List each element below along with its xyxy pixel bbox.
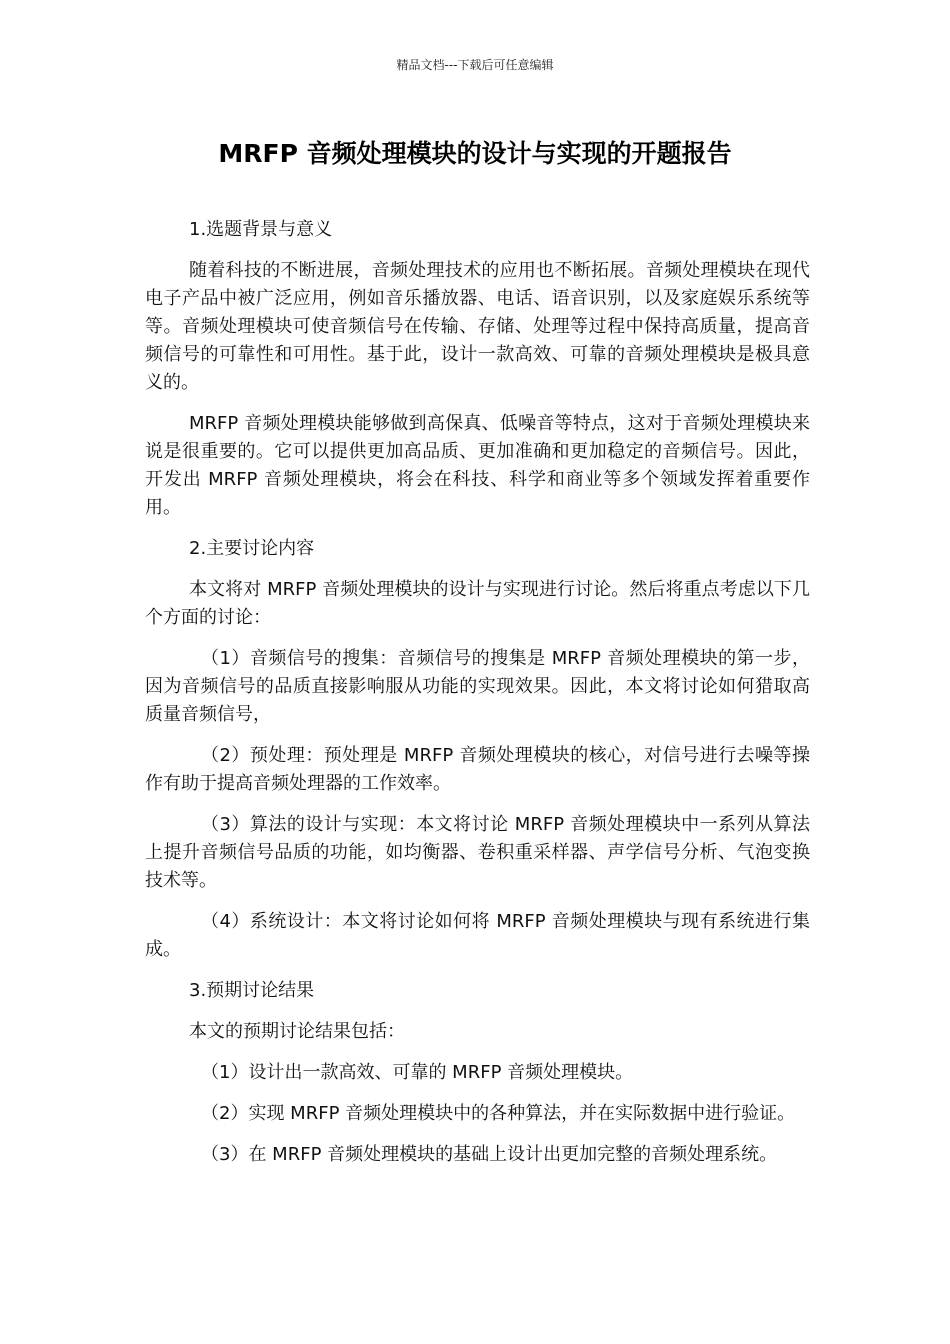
section-3-intro: 本文的预期讨论结果包括： [189, 1021, 405, 1042]
section-2-heading: 2.主要讨论内容 [189, 538, 315, 559]
section-3-item: （3）在 MRFP 音频处理模块的基础上设计出更加完整的音频处理系统。 [201, 1144, 778, 1165]
document-title: MRFP 音频处理模块的设计与实现的开题报告 [218, 139, 732, 168]
document-body [145, 216, 810, 1182]
section-2-intro: 本文将对 MRFP 音频处理模块的设计与实现进行讨论。然后将重点考虑以下几个方面的讨论： [145, 579, 810, 628]
section-3-item: （2）实现 MRFP 音频处理模块中的各种算法，并在实际数据中进行验证。 [201, 1103, 796, 1124]
section-2-item: （1）音频信号的搜集：音频信号的搜集是 MRFP 音频处理模块的第一步，因为音频信号的品质直接影响服从功能的实现效果。因此，本文将讨论如何猎取高质量音频信号， [145, 648, 810, 725]
section-1-paragraph-2: MRFP 音频处理模块能够做到高保真、低噪音等特点，这对于音频处理模块来说是很重要的。它可以提供更加高品质、更加准确和更加稳定的音频信号。因此，开发出 MRFP 音频处理模块，将会在科技、科学和商业等多个领域发挥着重要作用。 [145, 413, 810, 518]
section-2-item: （3）算法的设计与实现：本文将讨论 MRFP 音频处理模块中一系列从算法上提升音频信号品质的功能，如均衡器、卷积重采样器、声学信号分析、气泡变换技术等。 [145, 814, 810, 891]
section-3-heading: 3.预期讨论结果 [189, 980, 315, 1001]
section-2-item: （4）系统设计：本文将讨论如何将 MRFP 音频处理模块与现有系统进行集成。 [145, 911, 810, 960]
header-note: 精品文档---下载后可任意编辑 [396, 58, 554, 72]
section-1-heading: 1.选题背景与意义 [189, 219, 333, 240]
section-2-item: （2）预处理：预处理是 MRFP 音频处理模块的核心，对信号进行去噪等操作有助于提高音频处理器的工作效率。 [145, 745, 810, 794]
section-3-item: （1）设计出一款高效、可靠的 MRFP 音频处理模块。 [201, 1062, 634, 1083]
section-1-paragraph-1: 随着科技的不断进展，音频处理技术的应用也不断拓展。音频处理模块在现代电子产品中被广泛应用，例如音乐播放器、电话、语音识别，以及家庭娱乐系统等等。音频处理模块可使音频信号在传输、存储、处理等过程中保持高质量，提高音频信号的可靠性和可用性。基于此，设计一款高效、可靠的音频处理模块是极具意义的。 [145, 260, 810, 393]
